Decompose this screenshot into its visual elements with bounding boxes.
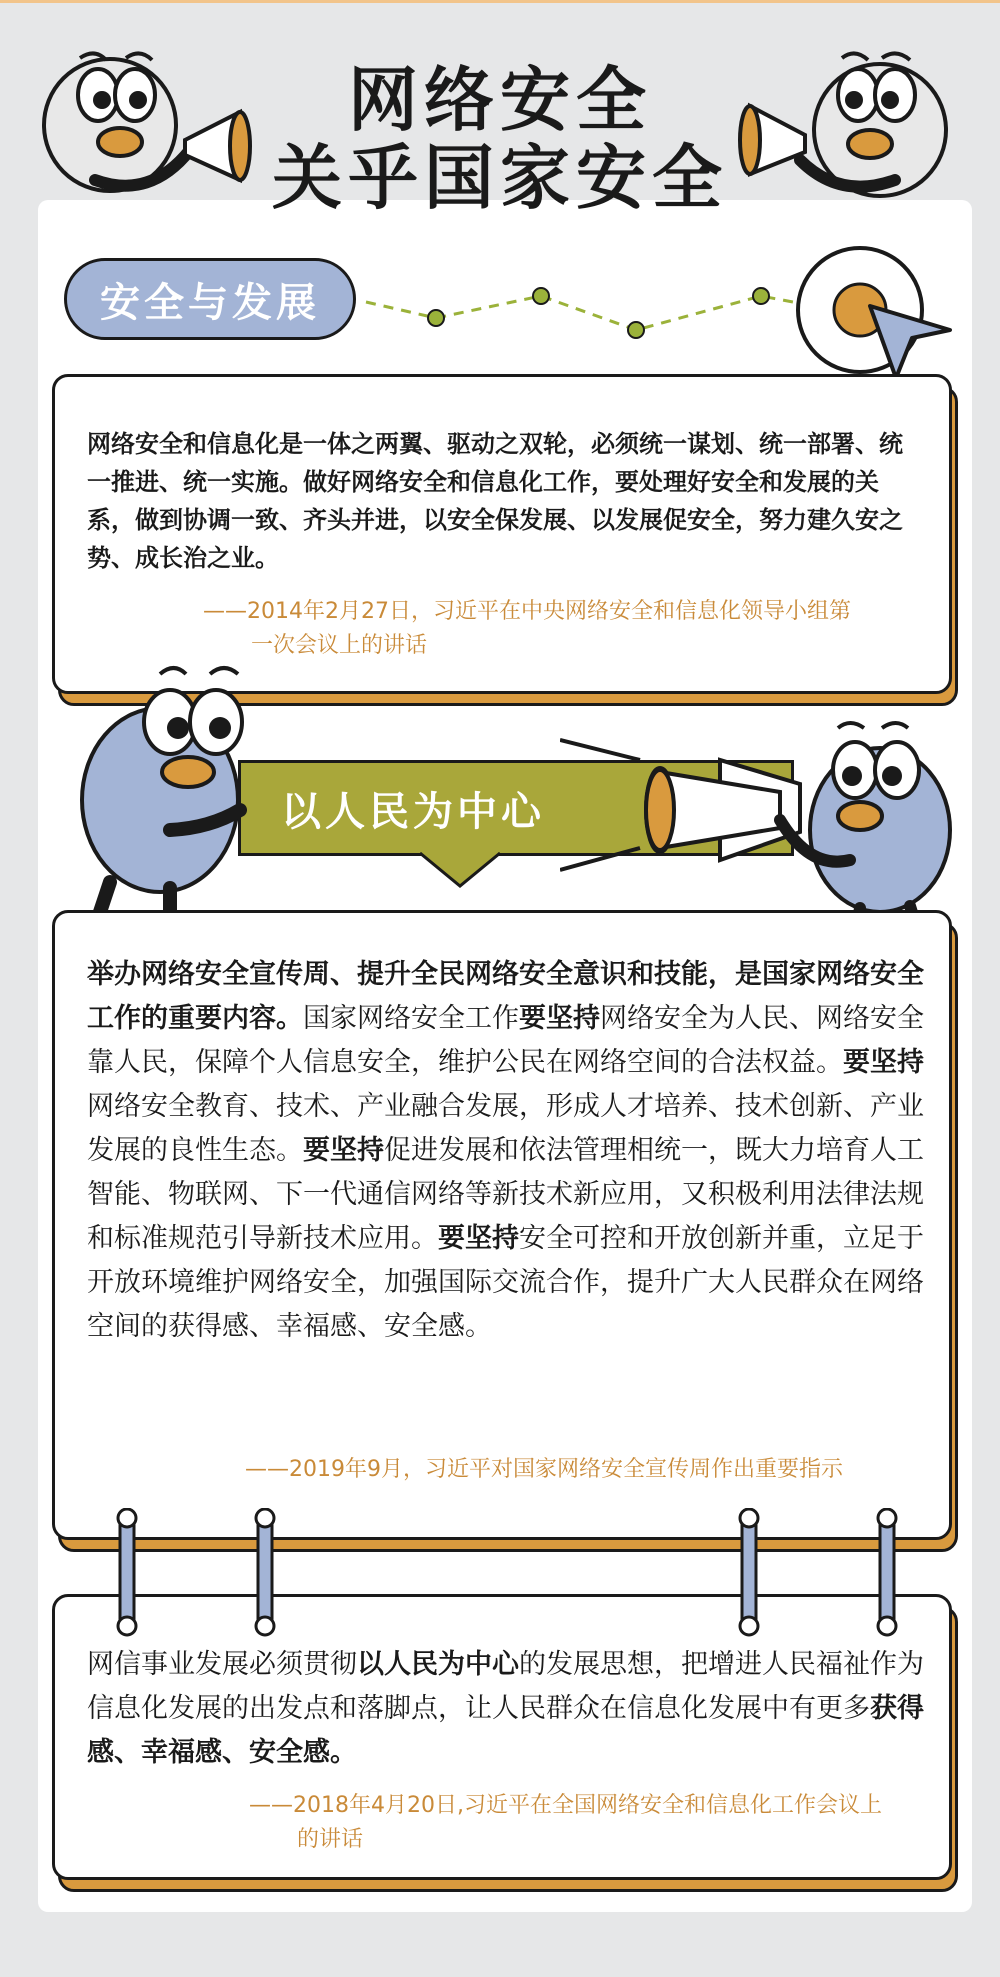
banner-pointer	[420, 850, 500, 890]
card1-source-line1: ——2014年2月27日，习近平在中央网络安全和信息化领导小组第	[203, 599, 851, 624]
card2-source: ——2019年9月，习近平对国家网络安全宣传周作出重要指示	[245, 1457, 843, 1482]
megaphone-icon	[646, 760, 800, 860]
card2-lead: 举办网络安全宣传周、提升全民网络安全意识和技能，是国家网络安全工作的重要内容。	[87, 959, 924, 1034]
card-security-development	[52, 374, 952, 694]
ring-binder-icon	[110, 1508, 910, 1638]
mascot-blue-right-icon	[560, 720, 970, 940]
card2-body: 举办网络安全宣传周、提升全民网络安全意识和技能，是国家网络安全工作的重要内容。国家网络安全工作要坚持网络安全为人民、网络安全靠人民，保障个人信息安全，维护公民在网络空间的合法权益。要坚持网络安全教育、技术、产业融合发展，形成人才培养、技术创新、产业发展的良性生态。要坚持促进发展和依法管理相统一，既大力培育人工智能、物联网、下一代通信网络等新技术新应用，又积极利用法律法规和标准规范引导新技术应用。要坚持安全可控和开放创新并重，立足于开放环境维护网络安全，加强国际交流合作，提升广大人民群众在网络空间的获得感、幸福感、安全感。	[87, 959, 924, 1342]
page-title-line2: 关乎国家安全	[272, 137, 728, 219]
card3-body: 网信事业发展必须贯彻以人民为中心的发展思想，把增进人民福祉作为信息化发展的出发点和落脚点，让人民群众在信息化发展中有更多获得感、幸福感、安全感。	[87, 1649, 924, 1768]
dashed-connector	[356, 262, 856, 362]
card1-source-line2: 一次会议上的讲话	[251, 633, 428, 658]
card3-source-line1: ——2018年4月20日,习近平在全国网络安全和信息化工作会议上	[249, 1793, 882, 1818]
section2-label: 以人民为中心	[281, 788, 545, 835]
mascot-blue-left-icon	[70, 660, 270, 920]
card3-source-line2: 的讲话	[297, 1827, 364, 1852]
card-people-centered	[52, 910, 952, 1540]
card1-body: 网络安全和信息化是一体之两翼、驱动之双轮，必须统一谋划、统一部署、统一推进、统一实施。做好网络安全和信息化工作，要处理好安全和发展的关系，做到协调一致、齐头并进，以安全保发展、以发展促安全，努力建久安之势、成长治之业。	[87, 430, 903, 572]
page-title-line1: 网络安全	[348, 59, 652, 141]
top-accent-line	[0, 0, 1000, 3]
section-label-security-development: 安全与发展	[64, 258, 356, 340]
